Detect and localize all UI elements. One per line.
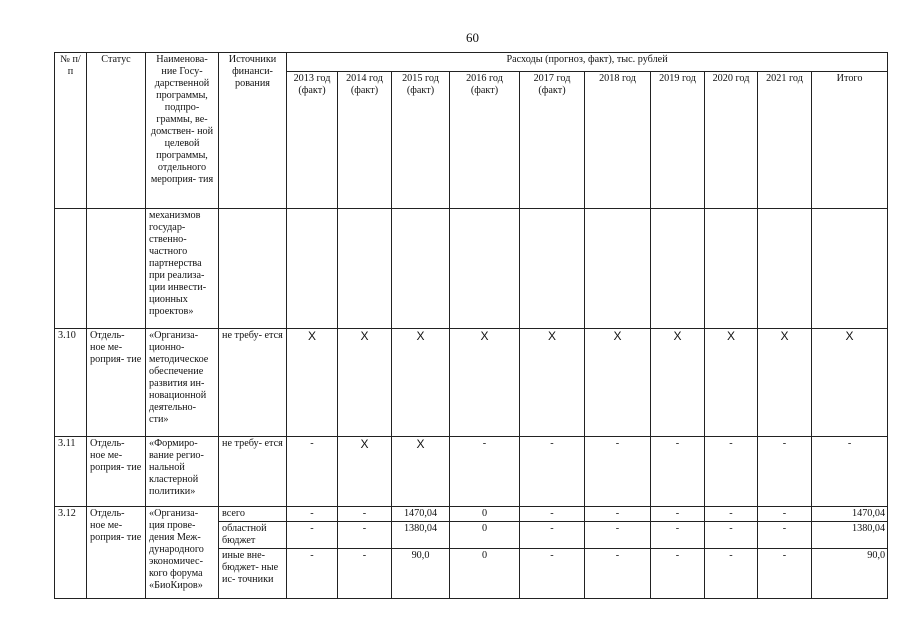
cell-value: - (705, 522, 758, 549)
cell-value: - (812, 437, 888, 507)
cell-value: 1380,04 (392, 522, 450, 549)
cell-value: - (520, 507, 585, 522)
cell-value: - (520, 522, 585, 549)
row-status: Отдель- ное ме- роприя- тие (87, 507, 146, 599)
cell-value: X (758, 329, 812, 437)
row-name: «Организа- ция прове- дения Меж- дународного экономичес- кого форума «БиоКиров» (146, 507, 219, 599)
header-row (55, 53, 888, 72)
row-status: Отдель- ное ме- роприя- тие (87, 329, 146, 437)
header-year: 2018 год (585, 72, 651, 209)
cell-total: 90,0 (812, 549, 888, 599)
cell-value: X (338, 329, 392, 437)
cell-value: - (651, 549, 705, 599)
header-num: № п/п (55, 53, 87, 209)
cell-value: - (287, 549, 338, 599)
header-year: 2016 год (факт) (450, 72, 520, 209)
row-name: «Формиро- вание регио- нальной кластерной политики» (146, 437, 219, 507)
cell-value: - (651, 522, 705, 549)
cell-value: - (758, 437, 812, 507)
header-source: Источники финанси- рования (219, 53, 287, 209)
cell-value: - (520, 549, 585, 599)
cell-value: - (758, 507, 812, 522)
cell-value: X (812, 329, 888, 437)
row-num: 3.12 (55, 507, 87, 599)
header-year: 2021 год (758, 72, 812, 209)
cell-value: - (651, 437, 705, 507)
cell-value: - (287, 437, 338, 507)
header-year: 2014 год (факт) (338, 72, 392, 209)
cell-value: 1470,04 (392, 507, 450, 522)
cell-value: 0 (450, 549, 520, 599)
row-status: Отдель- ное ме- роприя- тие (87, 437, 146, 507)
cell-value: X (287, 329, 338, 437)
header-name: Наименова- ние Госу- дарственной программы, подпро- граммы, ве- домствен- ной целевой программы, отдельного мероприя- тия (146, 53, 219, 209)
row-source: всего (219, 507, 287, 522)
header-year: 2020 год (705, 72, 758, 209)
page-number: 60 (466, 30, 479, 45)
row-source: не требу- ется (219, 329, 287, 437)
cell-value: - (585, 507, 651, 522)
row-num: 3.11 (55, 437, 87, 507)
cell-value: - (585, 522, 651, 549)
cell-value: - (450, 437, 520, 507)
cell-value: X (585, 329, 651, 437)
cell-value: X (392, 437, 450, 507)
cell-value: - (338, 522, 392, 549)
cell-value: - (585, 549, 651, 599)
row-source: иные вне- бюджет- ные ис- точники (219, 549, 287, 599)
cell-value: - (338, 549, 392, 599)
table-row (55, 437, 888, 507)
cell-value: 90,0 (392, 549, 450, 599)
row-name: механизмов государ- ственно- частного партнерства при реализа- ции инвести- ционных проектов» (146, 209, 219, 329)
header-total: Итого (812, 72, 888, 209)
cell-value: X (520, 329, 585, 437)
cell-value: - (287, 507, 338, 522)
cell-value: - (705, 549, 758, 599)
table-row (55, 209, 888, 329)
header-year: 2019 год (651, 72, 705, 209)
cell-value: - (651, 507, 705, 522)
cell-value: X (651, 329, 705, 437)
cell-value: - (287, 522, 338, 549)
cell-value: X (338, 437, 392, 507)
row-source: областной бюджет (219, 522, 287, 549)
cell-value: 0 (450, 522, 520, 549)
cell-value: 0 (450, 507, 520, 522)
header-year: 2017 год (факт) (520, 72, 585, 209)
row-name: «Организа- ционно- методическое обеспечение развития ин- новационной деятельно- сти» (146, 329, 219, 437)
header-year: 2013 год (факт) (287, 72, 338, 209)
cell-value: - (758, 549, 812, 599)
row-source: не требу- ется (219, 437, 287, 507)
expenses-table (54, 52, 888, 599)
cell-value: - (705, 437, 758, 507)
cell-value: - (758, 522, 812, 549)
cell-value: - (338, 507, 392, 522)
row-num: 3.10 (55, 329, 87, 437)
cell-value: X (705, 329, 758, 437)
cell-value: X (450, 329, 520, 437)
cell-value: - (520, 437, 585, 507)
cell-value: - (585, 437, 651, 507)
table-row (55, 329, 888, 437)
cell-total: 1470,04 (812, 507, 888, 522)
header-status: Статус (87, 53, 146, 209)
table-row (55, 507, 888, 522)
header-year: 2015 год (факт) (392, 72, 450, 209)
cell-value: X (392, 329, 450, 437)
header-expenses: Расходы (прогноз, факт), тыс. рублей (287, 53, 888, 72)
cell-total: 1380,04 (812, 522, 888, 549)
cell-value: - (705, 507, 758, 522)
